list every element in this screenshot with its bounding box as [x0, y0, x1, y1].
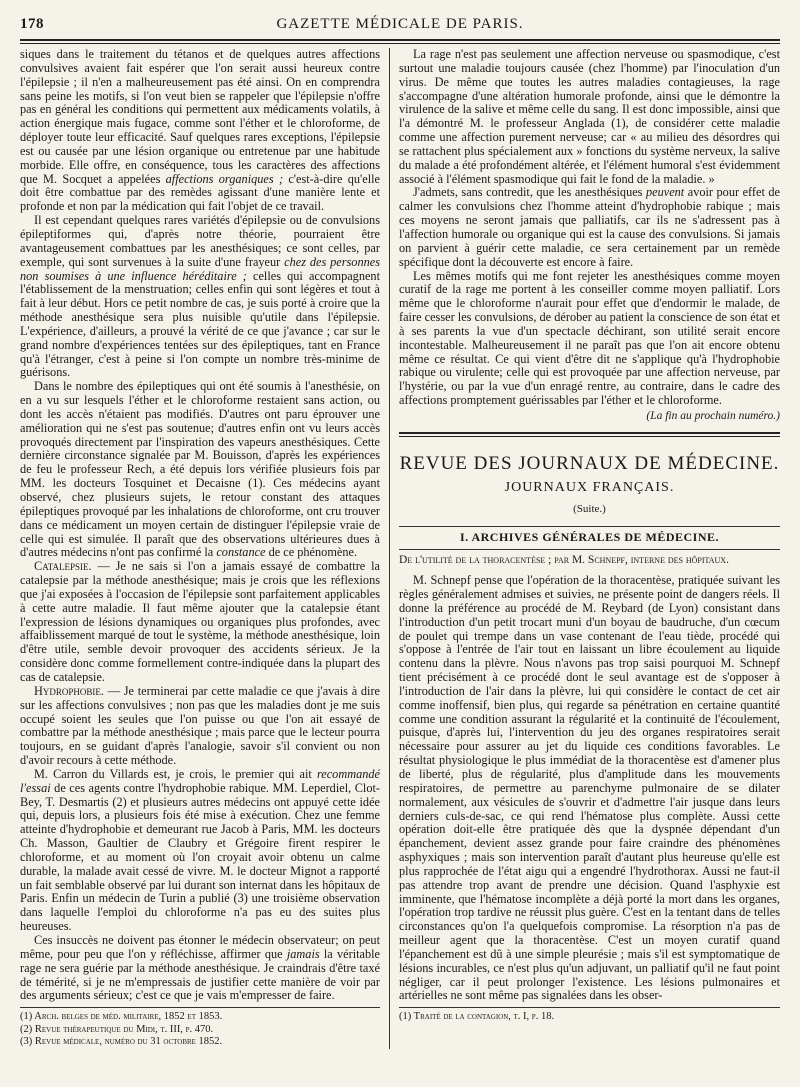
- paragraph: M. Carron du Villards est, je crois, le premier qui ait recommandé l'essai de ces agents contre l'hydrophobie rabique. MM. Leperdiel, Clot-Bey, T. Desmartis (2) et plusieurs autres médecins ont appuyé cette idée qui, depuis lors, a plusieurs fois été mise à exécution. Chez une femme atteinte d'hydrophobie et demeurant rue Jacob à Paris, MM. les docteurs Ch. Masson, Gaultier de Claubry et Grégoire firent respirer le chloroforme, et au moment où l'on croyait avoir obtenu un calme durable, la malade avait cessé de vivre. M. le docteur Mignot a rapporté un fait semblable observé par lui durant son internat dans les hôpitaux de Paris. Enfin un médecin de Turin a publié (3) une troisième observation dans laquelle l'emploi du chloroforme n'a pas eu des suites plus heureuses.: [20, 766, 380, 934]
- paragraph: J'admets, sans contredit, que les anesthésiques peuvent avoir pour effet de calmer les convulsions chez l'homme atteint d'hydrophobie rabique ; mais ces moyens ne seront jamais que palliatifs, car ils ne s'adressent pas à l'affection humorale ou organique qui est la cause des convulsions. Si jamais on parvient à guérir cette maladie, ce sera certainement par un remède spécifique dont la découverte est encore à faire.: [399, 185, 781, 269]
- article-title: De l'utilité de la thoracentèse ; par M. Schnepf, interne des hôpitaux.: [399, 554, 729, 567]
- paragraph: Il est cependant quelques rares variétés d'épilepsie ou de convulsions épileptiformes qui, d'après notre théorie, pourraient être avantageusement combattues par les anesthésiques; ce sont celles, par exemple, qui sont survenues à la suite d'une frayeur chez des personnes non soumises à une influence héréditaire ; celles qui accompagnent l'établissement de la menstruation; celles enfin qui sont légères et tout à fait à leur début. Hors ce petit nombre de cas, je suis porté à croire que la méthode anesthésique sera plus nuisible qu'utile dans l'épilepsie. L'expérience, d'ailleurs, a prouvé la vérité de ce que j'avance ; car sur le grand nombre d'expériences tentées sur des épileptiques, tant en France qu'à l'étranger, c'est à peine si l'on compte un nombre très-minime de guérisons.: [20, 213, 380, 380]
- header-rule: [20, 39, 780, 44]
- page-number: 178: [20, 16, 44, 32]
- right-footnotes: [399, 1007, 780, 1024]
- paragraph: M. Schnepf pense que l'opération de la thoracentèse, pratiquée suivant les règles généralement admises et suivies, ne présente point de dangers réels. Il donne la préférence au procédé de M. Reybard (de Lyon) consistant dans l'introduction d'un petit trocart muni d'un boyau de baudruche, d'un cœcum de poulet qui trempe dans un vase contenant de l'eau tiède, procédé qui s'oppose à l'entrée de l'air tout en laissant un libre écoulement au liquide contenu dans la plèvre. Nous n'avons pas trop saisi pourquoi M. Schnepf tient précisément à ce procédé dont le seul avantage est de s'opposer à l'introduction de l'air dans la plèvre, lui qui considère le contact de cet air comme inoffensif, bien plus, qui regarde sa pénétration en certaine quantité comme une condition assurant la régularité et la continuité de l'écoulement, puisque, d'après lui, l'intervention du jeu des organes respiratoires serait nécessaire pour assurer au jet du liquide ces conditions favorables. Le résultat physiologique le plus immédiat de la thoracentèse est d'amener plus de liberté, plus de régularité, plus d'amplitude dans les mouvements respiratoires, de permettre au parenchyme pulmonaire de se dilater normalement, aux vésicules de s'ouvrir et d'admettre l'air jusque dans leurs derniers culs-de-sac, ce qui rend l'hématose plus complète. Aussi cette opération doit-elle être pratiquée dès que la dyspnée dépendant d'un épanchement, devient assez grande pour faire craindre des phénomènes asphyxiques ; mais son intervention paraît d'autant plus heureuse qu'elle est plus rapprochée de l'état aigu qui a engendré l'hydrothorax. Aussi ne faut-il pas attendre trop avant de prendre une décision. Quand l'asphyxie est imminente, que l'hématose incomplète a déjà porté la mort dans les organes, l'opération trop tardive ne réussit plus guère. C'est en la tentant dans de telles circonstances qu'on l'a quelquefois compromise. La résorption n'a pas de meilleur agent que la thoracentèse. C'est un moyen curatif quand l'épanchement est dû à une simple pleurésie ; mais s'il est symptomatique de lésions incurables, ce n'est plus qu'un adjuvant, un palliatif qu'il ne faut point négliger, car il peut prolonger l'existence. Les lésions pulmonaires et artérielles ne sont même pas signalées dans les obser-: [399, 573, 780, 1003]
- left-footnotes: [20, 1007, 380, 1049]
- paragraph: siques dans le traitement du tétanos et de quelques autres affections convulsives avaient fait espérer que l'on serait aussi heureux contre l'épilepsie ; il n'en a malheureusement pas été ainsi. On en comprendra sans peine les motifs, si l'on veut bien se rappeler que l'épilepsie n'offre pas en général les conditions qui permettent aux médicaments volatils, à action énergique mais fugace, comme sont l'éther et le chloroforme, de déployer toute leur efficacité. Sauf quelques rares exceptions, l'épilepsie est ou causée par une lésion organique ou entretenue par une habitude morbide. Elle offre, en conséquence, tous les caractères des affections que M. Socquet a appelées affections organiques ; c'est-à-dire qu'elle doit être combattue par des remèdes agissant d'une manière lente et profonde et non par la médication qui fait l'objet de ce travail.: [20, 47, 381, 214]
- page-header: [20, 16, 780, 36]
- columns: [20, 48, 780, 1049]
- continued-note: (La fin au prochain numéro.): [646, 409, 780, 422]
- footnote: (2) Revue thérapeutique du Midi, t. III, p. 470.: [20, 1023, 214, 1035]
- paragraph-hydrophobie: Hydrophobie. — Je terminerai par cette maladie ce que j'avais à dire sur les affections convulsives ; non pas que les maladies dont je me suis occupé soient les seules que l'on puisse ou que l'on ait essayé de combattre par la méthode anesthésique ; mais parce que le lecteur pourra toujours, en se guidant d'après l'analogie, savoir s'il convient ou non d'avoir recours à cette méthode.: [20, 683, 380, 768]
- right-column: [390, 48, 780, 1049]
- section-rule: [399, 432, 780, 437]
- paragraph: Dans le nombre des épileptiques qui ont été soumis à l'anesthésie, on en a vu sur lesquels l'éther et le chloroforme restaient sans action, ou dont les accès n'étaient pas modifiés. D'autres ont paru éprouver une amélioration qui ne s'est pas soutenue; d'autres enfin ont vu leurs accès provoqués directement par l'inspiration des vapeurs anesthésiques. Cette dernière circonstance signalée par M. Bouisson, d'après les expériences de feu le professeur Rech, a été depuis lors vérifiée plusieurs fois par MM. les docteurs Tosquinet et Decaisne (1). Ces médecins ayant observé, chez plusieurs sujets, le retour constant des attaques épileptiques provoqué par les inhalations de chloroforme, ont cru trouver dans ce médicament un moyen certain de distinguer l'épilepsie vraie de celle qui est simulée. Il paraît que des observations ultérieures dues à d'autres médecins n'ont pas confirmé la constance de ce phénomène.: [20, 379, 380, 560]
- footnote: (1) Traité de la contagion, t. I, p. 18.: [399, 1011, 555, 1023]
- journal-title: GAZETTE MÉDICALE DE PARIS.: [276, 16, 524, 32]
- section-title: I. ARCHIVES GÉNÉRALES DE MÉDECINE.: [399, 526, 780, 550]
- paragraph: Ces insuccès ne doivent pas étonner le médecin observateur; on peut même, pour peu que l'on y réfléchisse, affirmer que jamais la véritable rage ne sera guérie par la méthode anesthésique. Je craindrais d'être taxé de témérité, si je ne m'empressais de justifier cette manière de voir par des arguments sérieux; c'est ce que je vais m'empresser de faire.: [20, 933, 381, 1003]
- left-column: [20, 48, 390, 1049]
- footnote: (1) Arch. belges de méd. militaire, 1852 et 1853.: [20, 1011, 223, 1023]
- revue-subtitle: JOURNAUX FRANÇAIS.: [504, 479, 675, 495]
- suite-label: (Suite.): [573, 502, 606, 515]
- paragraph-catalepsie: Catalepsie. — Je ne sais si l'on a jamais essayé de combattre la catalepsie par la méthode anesthésique; mais je crois que les réflexions que j'ai exposées à l'occasion de l'épilepsie sont parfaitement applicables à cette autre maladie. Il faut même ajouter que la catalepsie étant l'expression de lésions dynamiques ou organiques plus profondes, avec affaiblissement marqué de tout le système, la méthode anesthésique, loin d'être utile, semble devoir provoquer des accidents sérieux. Je la considère donc comme formellement contre-indiquée dans la plupart des cas de catalepsie.: [20, 559, 380, 684]
- footnote: (3) Revue médicale, numéro du 31 octobre 1852.: [20, 1036, 223, 1048]
- section-head: Hydrophobie.: [34, 683, 104, 698]
- paragraph: Les mêmes motifs qui me font rejeter les anesthésiques comme moyen curatif de la rage me portent à les conseiller comme moyen palliatif. Lors même que le chloroforme n'aurait pour effet que d'endormir le malade, de faire cesser les convulsions, de dérober au patient la conscience de son état et à ses parents la vue d'un spectacle déchirant, son utilité serait encore incontestable. Malheureusement il ne paraît pas que l'on ait encore obtenu même ce résultat. Ce qui vient d'être dit ne s'applique qu'à l'hydrophobie rabique ou virulente; celle qui est provoquée par une affection nerveuse, par l'hystérie, ou par la vue d'un enragé rentre, au contraire, dans le cadre des affections promptement guérissables par l'éther et le chloroforme.: [399, 268, 780, 408]
- paragraph: La rage n'est pas seulement une affection nerveuse ou spasmodique, c'est surtout une maladie toujours causée (chez l'homme) par l'inoculation d'un virus. De même que toutes les autres maladies contagieuses, la rage s'accompagne d'une altération humorale profonde, ainsi que le démontre la virulence de la salive et même celle du sang. Il est donc impossible, ainsi que l'a démontré M. le professeur Anglada (1), de considérer cette maladie comme une affection purement nerveuse; car « au milieu des désordres qui se rattachent plus spécialement aux » fonctions du système nerveux, la salive du malade a été profondément altérée, et l'élément humoral s'est évidemment associé à l'élément spasmodique qui fait le fond de la maladie. »: [399, 47, 780, 186]
- section-head: Catalepsie.: [34, 559, 92, 574]
- revue-title: REVUE DES JOURNAUX DE MÉDECINE.: [399, 452, 780, 474]
